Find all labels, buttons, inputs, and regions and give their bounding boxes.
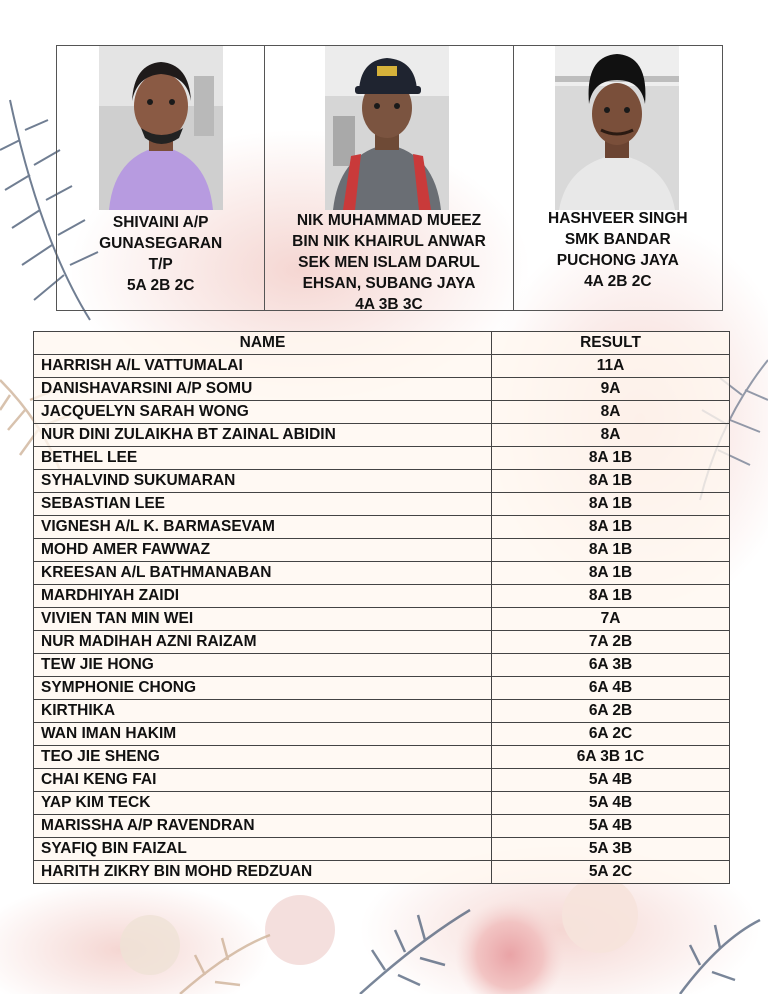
caption-line: GUNASEGARAN (99, 235, 223, 252)
caption-line: 5A 2B 2C (126, 277, 195, 294)
column-header-result: RESULT (492, 332, 730, 355)
table-body (34, 355, 730, 884)
student-name-cell: DANISHAVARSINI A/P SOMU (34, 378, 492, 401)
student-name-cell: TEW JIE HONG (34, 654, 492, 677)
result-cell: 8A 1B (492, 516, 730, 539)
table-row (34, 700, 730, 723)
result-cell: 6A 4B (492, 677, 730, 700)
table-row (34, 447, 730, 470)
result-cell: 5A 4B (492, 769, 730, 792)
student-name-cell: SYAFIQ BIN FAIZAL (34, 838, 492, 861)
table-row (34, 838, 730, 861)
student-name-cell: NUR MADIHAH AZNI RAIZAM (34, 631, 492, 654)
table-row (34, 378, 730, 401)
results-table (33, 331, 730, 884)
student-name-cell: HARRISH A/L VATTUMALAI (34, 355, 492, 378)
table-row (34, 746, 730, 769)
student-name-cell: MARDHIYAH ZAIDI (34, 585, 492, 608)
table-row (34, 493, 730, 516)
student-name-cell: NUR DINI ZULAIKHA BT ZAINAL ABIDIN (34, 424, 492, 447)
table-row (34, 654, 730, 677)
result-cell: 5A 3B (492, 838, 730, 861)
result-cell: 8A (492, 424, 730, 447)
result-cell: 6A 2B (492, 700, 730, 723)
result-cell: 11A (492, 355, 730, 378)
student-name-cell: KREESAN A/L BATHMANABAN (34, 562, 492, 585)
student-name-cell: WAN IMAN HAKIM (34, 723, 492, 746)
result-cell: 8A 1B (492, 493, 730, 516)
caption-line: SHIVAINI A/P (112, 214, 209, 231)
caption-line: BIN NIK KHAIRUL ANWAR (292, 233, 486, 250)
result-cell: 5A 4B (492, 815, 730, 838)
table-header-row (34, 332, 730, 355)
table-row (34, 470, 730, 493)
table-row (34, 608, 730, 631)
student-name-cell: BETHEL LEE (34, 447, 492, 470)
result-cell: 6A 3B 1C (492, 746, 730, 769)
table-row (34, 562, 730, 585)
table-row (34, 424, 730, 447)
student-name-cell: VIGNESH A/L K. BARMASEVAM (34, 516, 492, 539)
student-name-cell: MARISSHA A/P RAVENDRAN (34, 815, 492, 838)
caption-line: 4A 2B 2C (584, 273, 652, 290)
table-row (34, 723, 730, 746)
student-name-cell: SYHALVIND SUKUMARAN (34, 470, 492, 493)
student-name-cell: KIRTHIKA (34, 700, 492, 723)
caption-line: SMK BANDAR (564, 231, 671, 248)
table-row (34, 631, 730, 654)
caption-line: EHSAN, SUBANG JAYA (302, 275, 476, 292)
table-row (34, 677, 730, 700)
table-row (34, 355, 730, 378)
student-name-cell: JACQUELYN SARAH WONG (34, 401, 492, 424)
result-cell: 6A 3B (492, 654, 730, 677)
student-portrait-image (99, 46, 223, 210)
caption-line: 4A 3B 3C (355, 296, 423, 313)
student-name-cell: TEO JIE SHENG (34, 746, 492, 769)
result-cell: 8A 1B (492, 447, 730, 470)
student-card (265, 46, 513, 313)
student-photo (555, 46, 679, 210)
table-row (34, 516, 730, 539)
caption-line: HASHVEER SINGH (548, 210, 688, 227)
result-cell: 5A 2C (492, 861, 730, 884)
table-row (34, 769, 730, 792)
result-cell: 7A 2B (492, 631, 730, 654)
column-header-name: NAME (34, 332, 492, 355)
caption-line: SEK MEN ISLAM DARUL (298, 254, 480, 271)
student-name-cell: YAP KIM TECK (34, 792, 492, 815)
result-cell: 8A 1B (492, 585, 730, 608)
student-cards (56, 45, 723, 311)
result-cell: 9A (492, 378, 730, 401)
table-row (34, 539, 730, 562)
student-name-cell: SYMPHONIE CHONG (34, 677, 492, 700)
result-cell: 6A 2C (492, 723, 730, 746)
table-row (34, 401, 730, 424)
student-portrait-image (325, 46, 449, 210)
result-cell: 7A (492, 608, 730, 631)
student-name-cell: VIVIEN TAN MIN WEI (34, 608, 492, 631)
caption-line: T/P (148, 256, 173, 273)
student-caption (265, 210, 512, 315)
student-name-cell: MOHD AMER FAWWAZ (34, 539, 492, 562)
student-name-cell: CHAI KENG FAI (34, 769, 492, 792)
student-card (57, 46, 265, 310)
result-cell: 8A 1B (492, 470, 730, 493)
student-name-cell: HARITH ZIKRY BIN MOHD REDZUAN (34, 861, 492, 884)
caption-line: PUCHONG JAYA (556, 252, 679, 269)
result-cell: 8A 1B (492, 562, 730, 585)
student-photo (99, 46, 223, 210)
student-caption (514, 208, 722, 292)
result-cell: 5A 4B (492, 792, 730, 815)
table-row (34, 792, 730, 815)
student-photo (325, 46, 449, 210)
result-cell: 8A 1B (492, 539, 730, 562)
student-caption (57, 212, 264, 296)
result-cell: 8A (492, 401, 730, 424)
caption-line: NIK MUHAMMAD MUEEZ (296, 212, 482, 229)
table-row (34, 815, 730, 838)
student-card (514, 46, 722, 310)
student-portrait-image (555, 46, 679, 210)
table-row (34, 585, 730, 608)
student-name-cell: SEBASTIAN LEE (34, 493, 492, 516)
table-row (34, 861, 730, 884)
